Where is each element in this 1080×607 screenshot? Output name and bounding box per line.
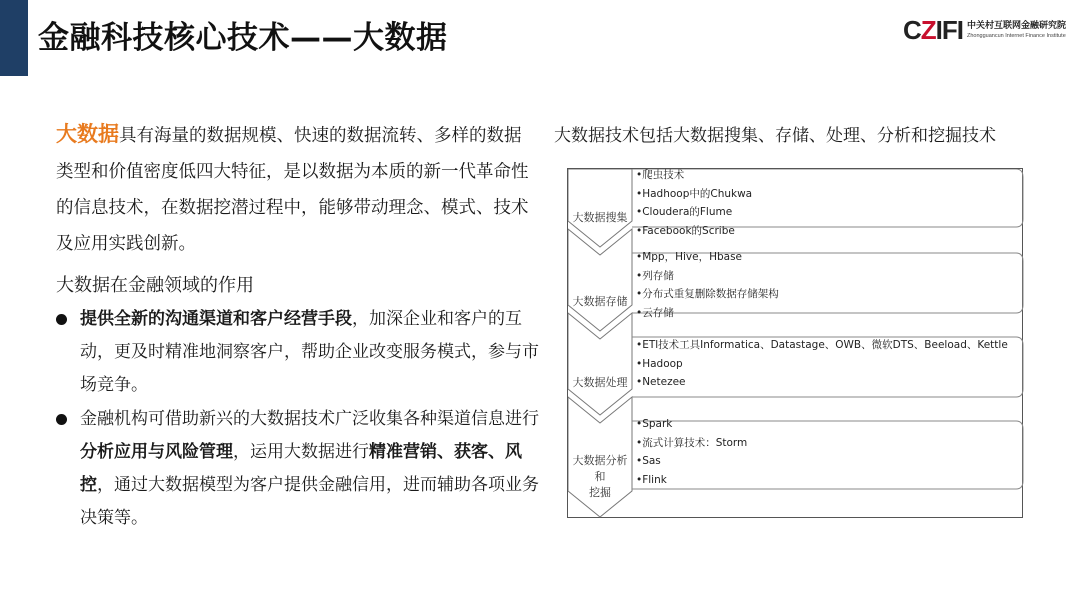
bullet-bold-text: 精准营销、获客、风控	[80, 442, 522, 495]
list-item: •Sas	[636, 455, 661, 467]
list-item: •Hadhoop中的Chukwa	[636, 187, 753, 200]
logo-letters-ifi: IFI	[935, 15, 964, 45]
list-item: •Mpp，Hive，Hbase	[636, 251, 742, 263]
stage-label-storage: 大数据存储	[572, 295, 628, 308]
bullet-text: ，运用大数据进行	[233, 442, 369, 462]
stage-items-collect	[636, 166, 752, 240]
big-data-tech-diagram	[567, 168, 1023, 518]
list-item: •Spark	[636, 418, 673, 430]
list-item: •Facebook的Scribe	[636, 224, 735, 237]
diagram-title: 大数据技术包括大数据搜集、存储、处理、分析和挖掘技术	[554, 126, 996, 146]
role-heading: 大数据在金融领域的作用	[56, 275, 254, 296]
intro-keyword: 大数据	[56, 122, 119, 146]
czifi-logo	[903, 16, 1073, 46]
list-item: •分布式重复删除数据存储架构	[636, 288, 779, 300]
bullet-dot-icon	[56, 414, 67, 425]
list-item: •爬虫技术	[636, 169, 685, 181]
logo-letter-c: C	[903, 15, 921, 45]
bullet-dot-icon	[56, 314, 67, 325]
list-item	[56, 403, 540, 535]
chevron-stage-1	[568, 169, 632, 247]
stage-items-storage	[636, 248, 779, 322]
bullet-text: ，通过大数据模型为客户提供金融信用，进而辅助各项业务决策等。	[80, 475, 539, 528]
logo-letter-z: Z	[920, 15, 936, 45]
header-accent-bar	[0, 0, 28, 76]
list-item: •Cloudera的Flume	[636, 206, 733, 218]
role-bullet-list	[56, 303, 540, 536]
list-item: •列存储	[636, 269, 674, 282]
bullet-text: ，加深企业和客户的互动，更及时精准地洞察客户，帮助企业改变服务模式，参与市场竞争。	[80, 309, 539, 395]
stage-items-processing	[636, 336, 1008, 392]
logo-mark	[903, 16, 963, 44]
stage-label-collect: 大数据搜集	[572, 211, 628, 224]
list-item: •Hadoop	[636, 357, 683, 370]
stage-label-line: 挖掘	[589, 486, 611, 499]
list-item: •云存储	[636, 306, 674, 319]
intro-text: 具有海量的数据规模、快速的数据流转、多样的数据类型和价值密度低四大特征，是以数据为本质的新一代革命性的信息技术，在数据挖潜过程中，能够带动理念、模式、技术及应用实践创新。	[56, 126, 529, 254]
bullet-bold-text: 提供全新的沟通渠道和客户经营手段	[80, 309, 352, 329]
stage-label-analysis	[568, 453, 632, 501]
stage-label-line: 大数据分析和	[572, 454, 628, 483]
list-item	[56, 303, 540, 402]
bullet-text: 金融机构可借助新兴的大数据技术广泛收集各种渠道信息进行	[80, 409, 539, 429]
stage-items-analysis	[636, 415, 747, 489]
list-item: •流式计算技术：Storm	[636, 436, 748, 449]
logo-name-cn: 中关村互联网金融研究院	[967, 21, 1067, 31]
list-item: •Netezee	[636, 376, 686, 388]
list-item: •ETl技术工具Informatica、Datastage、OWB、微软DTS、Beeload、Kettle	[636, 339, 1008, 351]
list-item: •Flink	[636, 473, 667, 486]
stage-label-processing: 大数据处理	[572, 376, 628, 389]
bullet-bold-text: 分析应用与风险管理	[80, 442, 233, 462]
logo-name-en: Zhongguancun Internet Finance Institute	[967, 33, 1066, 39]
page-title: 金融科技核心技术——大数据	[38, 20, 448, 56]
intro-paragraph	[56, 116, 536, 262]
